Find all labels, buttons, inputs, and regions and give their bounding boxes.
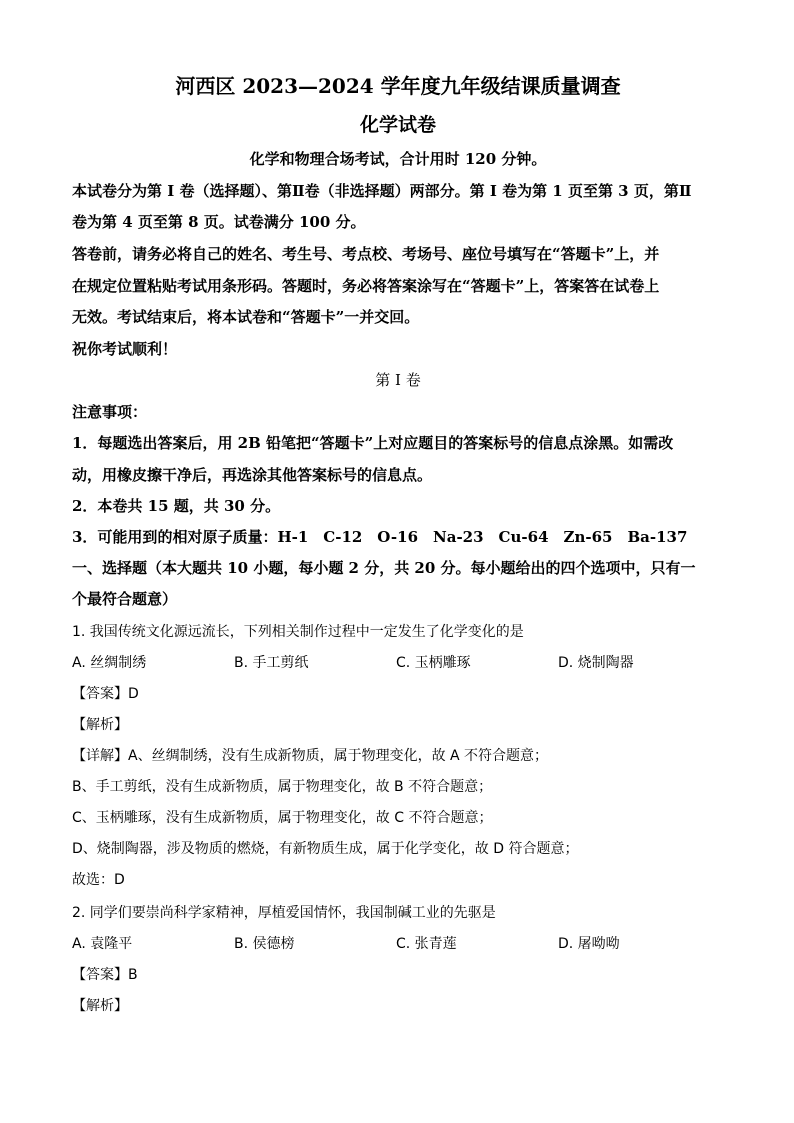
detail-line: C、玉柄雕琢，没有生成新物质，属于物理变化，故 C 不符合题意； [72,810,493,826]
detail-line: 【详解】A、丝绸制绣，没有生成新物质，属于物理变化，故 A 不符合题意； [72,748,549,764]
option-b: B. 侯德榜 [234,936,295,952]
intro-line: 答卷前，请务必将自己的姓名、考生号、考点校、考场号、座位号填写在“答题卡”上，并 [72,245,660,263]
option-c: C. 张青莲 [396,936,457,952]
option-a: A. 丝绸制绣 [72,655,147,671]
answer-label: 【答案】D [72,686,139,702]
notice-item: 动，用橡皮擦干净后，再选涂其他答案标号的信息点。 [72,466,433,484]
options-row [72,933,724,953]
intro-line: 在规定位置粘贴考试用条形码。答题时，务必将答案涂写在“答题卡”上，答案答在试卷上 [72,277,660,295]
part-heading: 一、选择题（本大题共 10 小题，每小题 2 分，共 20 分。每小题给出的四个选项中，只有一 [72,559,696,577]
wish-text: 祝你考试顺利！ [72,340,178,358]
section-heading: 第 I 卷 [375,371,421,389]
intro-line: 无效。考试结束后，将本试卷和“答题卡”一并交回。 [72,308,420,326]
option-d: D. 屠呦呦 [558,936,620,952]
intro-line: 本试卷分为第 I 卷（选择题）、第Ⅱ卷（非选择题）两部分。第 I 卷为第 1 页至第 3 页，第Ⅱ [72,182,692,200]
options-row [72,652,724,672]
analysis-label: 【解析】 [72,998,128,1014]
analysis-label: 【解析】 [72,717,128,733]
page-title: 河西区 2023—2024 学年度九年级结课质量调查 [175,74,621,98]
page-subtitle: 化学试卷 [359,114,436,136]
detail-line: D、烧制陶器，涉及物质的燃烧，有新物质生成，属于化学变化，故 D 符合题意； [72,841,579,857]
question-stem: 2. 同学们要崇尚科学家精神，厚植爱国情怀，我国制碱工业的先驱是 [72,905,496,921]
question-stem: 1. 我国传统文化源远流长，下列相关制作过程中一定发生了化学变化的是 [72,624,524,640]
exam-note: 化学和物理合场考试，合计用时 120 分钟。 [249,150,547,168]
intro-line: 卷为第 4 页至第 8 页。试卷满分 100 分。 [72,213,366,231]
notice-item: 2．本卷共 15 题，共 30 分。 [72,497,281,515]
option-c: C. 玉柄雕琢 [396,655,471,671]
answer-label: 【答案】B [72,967,138,983]
notice-item: 3．可能用到的相对原子质量：H-1 C-12 O-16 Na-23 Cu-64 Zn-65 Ba-137 [72,528,688,546]
option-a: A. 袁隆平 [72,936,133,952]
option-d: D. 烧制陶器 [558,655,634,671]
option-b: B. 手工剪纸 [234,655,309,671]
detail-line: 故选：D [72,872,125,888]
notice-title: 注意事项： [72,403,148,421]
part-heading: 个最符合题意） [72,590,178,608]
detail-line: B、手工剪纸，没有生成新物质，属于物理变化，故 B 不符合题意； [72,779,493,795]
notice-item: 1．每题选出答案后，用 2B 铅笔把“答题卡”上对应题目的答案标号的信息点涂黑。如需改 [72,434,674,452]
